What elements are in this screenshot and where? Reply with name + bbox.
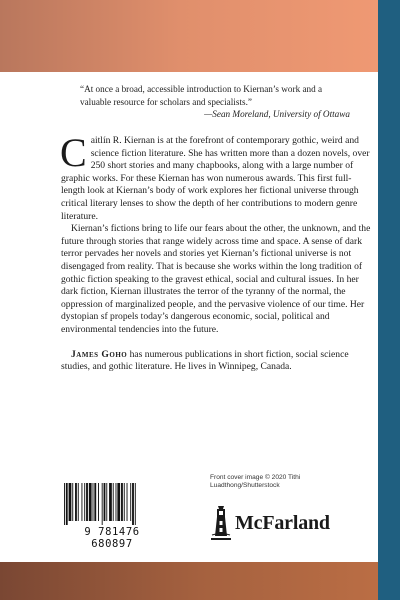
drop-cap: C [60, 130, 87, 175]
cover-image-credit: Front cover image © 2020 Tithi Luadthong/Shutterstock [210, 474, 301, 490]
barcode-bar [98, 483, 99, 521]
description-paragraph-1 [60, 130, 371, 223]
author-name: James Goho [71, 348, 128, 360]
author-bio [61, 349, 371, 374]
description-paragraph-2: Kiernan’s fictions bring to life our fears about the other, the unknown, and the future through stories that range widely across time and space. A sense of dark terror pervades her novels and stories yet Kiernan’s fictional universe is not disengaged from reality. That is because she works within the long tradition of gothic fiction speaking to the gravest ethical, social and cultural issues. In her dark fiction, Kiernan illustrates the terror of the tyranny of the normal, the oppression of marginalized people, and the pervasive violence of our time. Her dystopian sf propels today’s dangerous economic, social, political and environmental tendencies into the future. [61, 223, 371, 335]
barcode-bar [102, 483, 103, 525]
barcode-bar [130, 483, 131, 521]
barcode-bar [135, 483, 136, 525]
right-color-band [378, 0, 400, 600]
isbn-barcode [62, 483, 162, 550]
endorsement-quote: “At once a broad, accessible introduction to Kiernan’s work and a valuable resource for scholars and specialists.” [80, 84, 323, 107]
barcode-bar [132, 483, 134, 525]
barcode-bar [66, 483, 68, 525]
barcode-bar [75, 483, 77, 521]
barcode-bar [104, 483, 106, 521]
publisher-name: McFarland [235, 512, 330, 534]
barcode-bar [89, 483, 92, 521]
isbn-number: 9 781476 680897 [84, 526, 140, 550]
barcode-bar [93, 483, 94, 521]
author-bio-text: has numerous publications in short fiction, social science studies, and gothic literature. He lives in Winnipeg, Canada. [61, 348, 349, 373]
barcode-bar [86, 483, 88, 521]
barcode-bar [127, 483, 128, 521]
barcode-bar [109, 483, 112, 521]
top-color-band [0, 0, 400, 72]
endorsement-attribution: —Sean Moreland, University of Ottawa [204, 109, 350, 119]
bottom-right-band [378, 562, 400, 600]
barcode-bar [106, 483, 107, 521]
barcode-bar [69, 483, 72, 521]
publisher-logo [209, 502, 359, 542]
lighthouse-logo-icon [209, 502, 233, 542]
barcode-bar [72, 483, 73, 521]
barcode-bar [121, 483, 123, 521]
bottom-color-band [0, 562, 400, 600]
barcode-bar [94, 483, 96, 521]
barcode-bar [84, 483, 85, 521]
description-paragraph-1-text: aitlín R. Kiernan is at the forefront of contemporary gothic, weird and science fiction literature. She has written more than a dozen novels, over 250 short stories and many chapbooks, along with a large number of graphic works. For these Kiernan has won numerous awards. This first full-length look at Kiernan’s body of work explores her fictional universe through critical literary lenses to show the depth of her contributions to modern genre literature. [61, 135, 370, 222]
barcode-bar [78, 483, 79, 521]
barcode-bar [113, 483, 114, 521]
barcode-bar [116, 483, 117, 521]
barcode-bar [64, 483, 65, 525]
book-description [60, 130, 371, 374]
barcode-bar [117, 483, 120, 521]
barcode-bar [124, 483, 125, 521]
barcode-bar [81, 483, 82, 521]
barcode-bars [62, 483, 162, 525]
